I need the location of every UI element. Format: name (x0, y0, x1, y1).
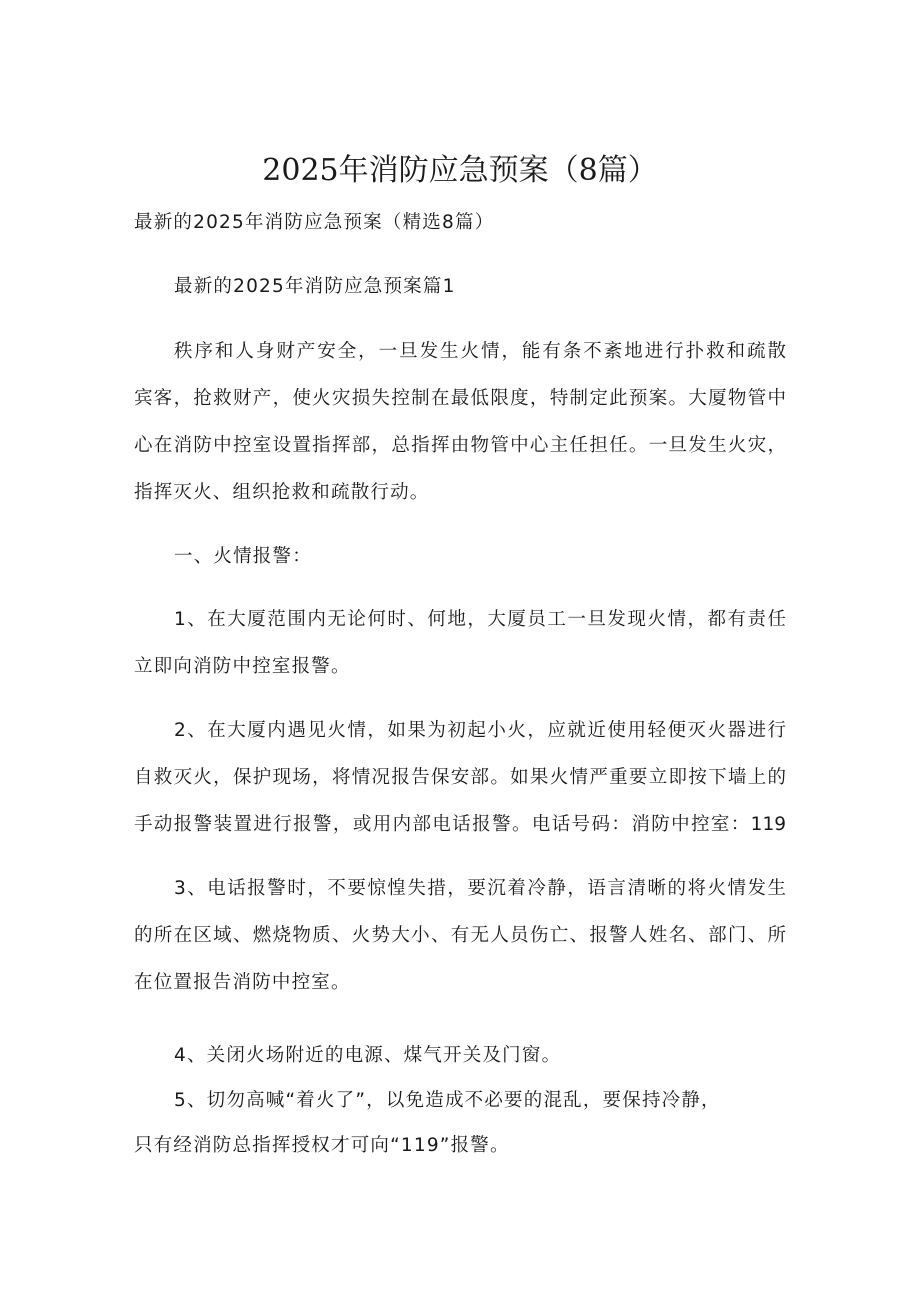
paragraph-line: 在位置报告消防中控室。 (134, 972, 351, 993)
paragraph-line: 宾客，抢救财产，使火灾损失控制在最低限度，特制定此预案。大厦物管中 (134, 388, 786, 409)
section-item-heading: 一、火情报警： (174, 546, 312, 567)
paragraph-line: 秩序和人身财产安全，一旦发生火情，能有条不紊地进行扑救和疏散 (174, 341, 786, 362)
section-heading: 最新的2025年消防应急预案篇1 (174, 276, 456, 297)
paragraph-line: 立即向消防中控室报警。 (134, 656, 351, 677)
paragraph-line: 自救灭火，保护现场，将情况报告保安部。如果火情严重要立即按下墙上的 (134, 767, 786, 788)
paragraph-line: 指挥灭火、组织抢救和疏散行动。 (134, 482, 430, 503)
paragraph-line: 心在消防中控室设置指挥部，总指挥由物管中心主任担任。一旦发生火灾， (134, 435, 786, 456)
paragraph-line: 2、在大厦内遇见火情，如果为初起小火，应就近使用轻便灭火器进行 (174, 720, 786, 741)
document-title: 2025年消防应急预案（8篇） (262, 153, 658, 188)
paragraph-line: 手动报警装置进行报警，或用内部电话报警。电话号码：消防中控室：119 (134, 814, 786, 835)
paragraph-line: 的所在区域、燃烧物质、火势大小、有无人员伤亡、报警人姓名、部门、所 (134, 925, 786, 946)
paragraph-line: 1、在大厦范围内无论何时、何地，大厦员工一旦发现火情，都有责任 (174, 609, 786, 630)
paragraph-line: 4、关闭火场附近的电源、煤气开关及门窗。 (174, 1045, 562, 1066)
paragraph-line: 5、切勿高喊“着火了”，以免造成不必要的混乱，要保持冷静， (174, 1090, 721, 1111)
paragraph-line: 3、电话报警时，不要惊惶失措，要沉着冷静，语言清晰的将火情发生 (174, 878, 786, 899)
document-subtitle: 最新的2025年消防应急预案（精选8篇） (134, 212, 495, 233)
paragraph-line: 只有经消防总指挥授权才可向“119”报警。 (134, 1135, 510, 1156)
